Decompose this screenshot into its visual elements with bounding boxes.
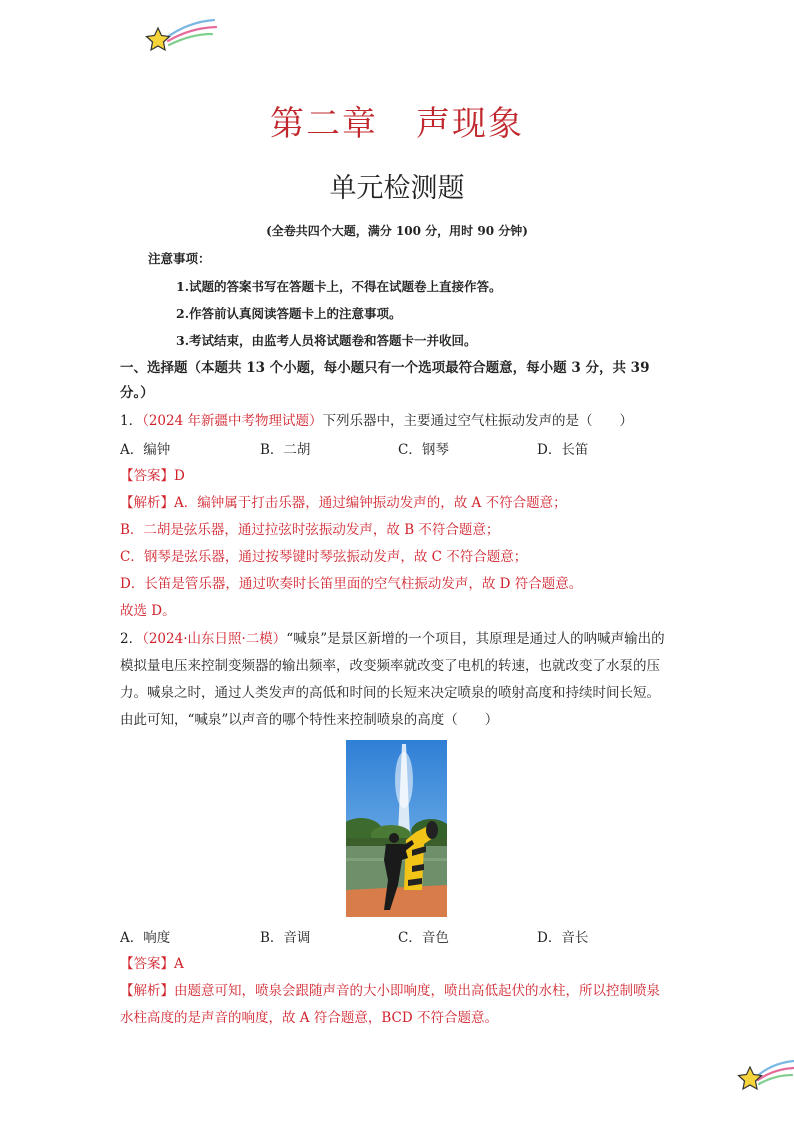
note-item: 2.作答前认真阅读答题卡上的注意事项。 (176, 306, 402, 321)
option-a: A．响度 (120, 930, 171, 946)
question-source: （2024 年新疆中考物理试题） (142, 413, 323, 429)
question-2-stem (120, 629, 665, 649)
question-text-line: 由此可知，“喊泉”以声音的哪个特性来控制喷泉的高度（ ） (120, 712, 499, 728)
page-subtitle: 单元检测题 (329, 173, 465, 204)
answer-line: 【答案】A (120, 956, 184, 972)
analysis-line: 水柱高度的是声音的响度，故 A 符合题意，BCD 不符合题意。 (120, 1010, 498, 1026)
fountain-photo (346, 740, 447, 917)
section-heading-cont: 分。） (120, 385, 154, 401)
question-source: （2024·山东日照·二模） (142, 631, 287, 647)
analysis-label: 【解析】 (120, 983, 174, 999)
question-number: 1． (120, 413, 143, 429)
shooting-star-icon (138, 18, 218, 60)
analysis-line: D．长笛是管乐器，通过吹奏时长笛里面的空气柱振动发声，故 D 符合题意。 (120, 576, 583, 592)
question-text: “喊泉”是景区新增的一个项目，其原理是通过人的呐喊声输出的 (286, 631, 665, 647)
answer-line: 【答案】D (120, 468, 185, 484)
notes-heading: 注意事项： (148, 251, 211, 266)
question-number: 2． (120, 631, 143, 647)
shooting-star-icon (732, 1055, 794, 1097)
question-text-line: 力。喊泉之时，通过人类发声的高低和时间的长短来决定喷泉的喷射高度和持续时间长短。 (120, 685, 660, 701)
analysis-text: A．编钟属于打击乐器，通过编钟振动发声的，故 A 不符合题意； (174, 495, 567, 511)
option-d: D．音长 (537, 930, 589, 946)
option-a: A．编钟 (120, 442, 171, 458)
analysis-text: 由题意可知，喷泉会跟随声音的大小即响度，喷出高低起伏的水柱，所以控制喷泉 (174, 983, 660, 999)
section-heading: 一、选择题（本题共 13 个小题，每小题只有一个选项最符合题意，每小题 3 分，共 39 (120, 360, 650, 376)
option-c: C．钢琴 (398, 442, 449, 458)
exam-info: (全卷共四个大题，满分 100 分，用时 90 分钟) (266, 224, 528, 238)
title-chapter: 第二章 (270, 104, 378, 144)
analysis-line (120, 981, 660, 1001)
question-1-stem (120, 411, 633, 431)
title-topic: 声现象 (416, 104, 524, 144)
question-text-line: 模拟量电压来控制变频器的输出频率，改变频率就改变了电机的转速，也就改变了水泵的压 (120, 658, 660, 674)
conclusion-line: 故选 D。 (120, 603, 176, 619)
option-c: C．音色 (398, 930, 449, 946)
option-b: B．二胡 (260, 442, 311, 458)
page-title (0, 96, 794, 145)
analysis-line: C．钢琴是弦乐器，通过按琴键时琴弦振动发声，故 C 不符合题意； (120, 549, 528, 565)
question-text: 下列乐器中，主要通过空气柱振动发声的是（ ） (322, 413, 633, 429)
analysis-line: B．二胡是弦乐器，通过拉弦时弦振动发声，故 B 不符合题意； (120, 522, 500, 538)
option-b: B．音调 (260, 930, 311, 946)
analysis-line (120, 493, 567, 513)
option-d: D．长笛 (537, 442, 589, 458)
note-item: 3.考试结束，由监考人员将试题卷和答题卡一并收回。 (176, 333, 477, 348)
analysis-label: 【解析】 (120, 495, 174, 511)
note-item: 1.试题的答案书写在答题卡上，不得在试题卷上直接作答。 (176, 279, 502, 294)
